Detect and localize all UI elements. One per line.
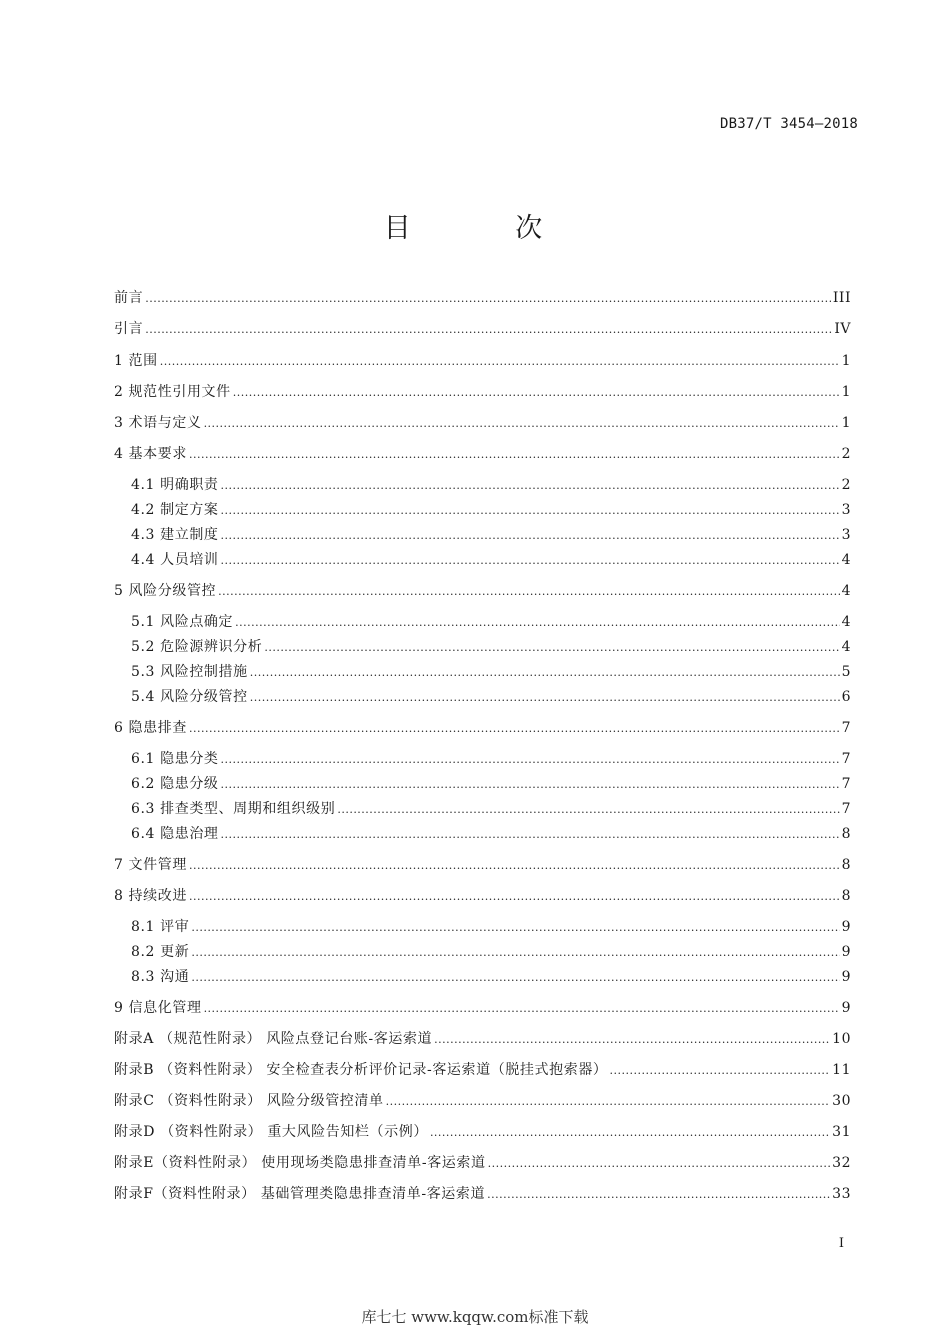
- toc-entry-label: 6.2 隐患分级: [131, 776, 219, 792]
- toc-entry-page: 7: [841, 801, 851, 817]
- toc-entry-page: 3: [841, 502, 851, 518]
- toc-entry-label: 1 范围: [114, 353, 158, 369]
- toc-entry[interactable]: [114, 383, 851, 402]
- toc-entry-label: 4 基本要求: [114, 446, 187, 462]
- toc-entry[interactable]: [114, 1030, 851, 1049]
- toc-title: 目 次: [383, 213, 591, 244]
- toc-entry[interactable]: [131, 551, 851, 570]
- toc-entry-page: 8: [841, 888, 851, 904]
- toc-entry[interactable]: [131, 775, 851, 794]
- toc-entry-page: 1: [841, 353, 851, 369]
- toc-entry-page: 1: [841, 415, 851, 431]
- dot-leader: [488, 1155, 831, 1173]
- dot-leader: [221, 826, 840, 844]
- toc-entry-page: 6: [841, 689, 851, 705]
- toc-entry[interactable]: [131, 476, 851, 495]
- dot-leader: [191, 944, 839, 962]
- toc-entry[interactable]: [114, 999, 851, 1018]
- toc-entry[interactable]: [114, 887, 851, 906]
- toc-entry-page: 9: [841, 1000, 851, 1016]
- dot-leader: [160, 353, 840, 371]
- toc-entry-page: 8: [841, 826, 851, 842]
- toc-entry-label: 7 文件管理: [114, 857, 187, 873]
- toc-entry-page: 4: [841, 614, 851, 630]
- dot-leader: [430, 1124, 830, 1142]
- toc-entry-page: 32: [832, 1155, 851, 1171]
- toc-entry[interactable]: [131, 918, 851, 937]
- toc-entry-page: 1: [841, 384, 851, 400]
- dot-leader: [145, 321, 832, 339]
- toc-entry-page: 9: [841, 969, 851, 985]
- toc-entry-label: 4.4 人员培训: [131, 552, 219, 568]
- toc-entry-page: 7: [841, 720, 851, 736]
- page-number: I: [838, 1236, 844, 1251]
- toc-entry-page: 9: [841, 919, 851, 935]
- toc-entry-label: 引言: [114, 321, 144, 337]
- dot-leader: [264, 639, 839, 657]
- toc-entry[interactable]: [114, 1123, 851, 1142]
- toc-entry-label: 5.2 危险源辨识分析: [131, 639, 263, 655]
- dot-leader: [337, 801, 839, 819]
- toc-entry-page: 11: [832, 1062, 851, 1078]
- toc-entry-label: 9 信息化管理: [114, 1000, 202, 1016]
- toc-entry-page: 8: [841, 857, 851, 873]
- toc-entry-label: 8.2 更新: [131, 944, 190, 960]
- dot-leader: [610, 1062, 831, 1080]
- toc-entry[interactable]: [114, 289, 851, 308]
- dot-leader: [191, 969, 839, 987]
- document-code: DB37/T 3454—2018: [719, 116, 858, 132]
- toc-entry-label: 6 隐患排查: [114, 720, 187, 736]
- toc-entry-page: 2: [841, 477, 851, 493]
- toc-entry-page: 30: [832, 1093, 851, 1109]
- toc-entry[interactable]: [114, 352, 851, 371]
- toc-entry-page: 4: [841, 583, 851, 599]
- toc-entry-label: 8 持续改进: [114, 888, 187, 904]
- toc-entry-label: 6.4 隐患治理: [131, 826, 219, 842]
- toc-entry-label: 4.3 建立制度: [131, 527, 219, 543]
- dot-leader: [233, 384, 840, 402]
- dot-leader: [386, 1093, 831, 1111]
- dot-leader: [221, 751, 840, 769]
- toc-entry-label: 前言: [114, 290, 144, 306]
- dot-leader: [221, 477, 840, 495]
- toc-entry[interactable]: [131, 825, 851, 844]
- toc-entry[interactable]: [114, 320, 851, 339]
- toc-entry[interactable]: [131, 638, 851, 657]
- toc-entry-label: 6.3 排查类型、周期和组织级别: [131, 801, 336, 817]
- toc-entry-label: 4.1 明确职责: [131, 477, 219, 493]
- toc-entry-page: 7: [841, 751, 851, 767]
- dot-leader: [189, 888, 840, 906]
- toc-entry-label: 5 风险分级管控: [114, 583, 217, 599]
- toc-entry-label: 8.3 沟通: [131, 969, 190, 985]
- dot-leader: [250, 689, 840, 707]
- toc-entry[interactable]: [114, 856, 851, 875]
- toc-entry-label: 附录D （资料性附录） 重大风险告知栏（示例）: [114, 1124, 428, 1140]
- toc-entry[interactable]: [131, 943, 851, 962]
- dot-leader: [145, 290, 831, 308]
- dot-leader: [235, 614, 839, 632]
- dot-leader: [221, 552, 840, 570]
- toc-entry[interactable]: [114, 719, 851, 738]
- toc-entry-page: 7: [841, 776, 851, 792]
- toc-entry-page: 4: [841, 552, 851, 568]
- toc-entry[interactable]: [131, 526, 851, 545]
- toc-entry[interactable]: [131, 750, 851, 769]
- footer-watermark: 库七七 www.kqqw.com标准下载: [361, 1308, 589, 1326]
- toc-entry[interactable]: [114, 1092, 851, 1111]
- toc-entry-label: 5.4 风险分级管控: [131, 689, 248, 705]
- toc-entry[interactable]: [131, 663, 851, 682]
- toc-entry-label: 2 规范性引用文件: [114, 384, 231, 400]
- toc-entry-page: 2: [841, 446, 851, 462]
- toc-entry-label: 附录C （资料性附录） 风险分级管控清单: [114, 1093, 384, 1109]
- toc-entry-label: 3 术语与定义: [114, 415, 202, 431]
- toc-entry[interactable]: [114, 1185, 851, 1204]
- toc-entry[interactable]: [131, 800, 851, 819]
- toc-entry[interactable]: [131, 501, 851, 520]
- dot-leader: [434, 1031, 830, 1049]
- toc-entry-page: 9: [841, 944, 851, 960]
- toc-entry-label: 附录F（资料性附录） 基础管理类隐患排查清单-客运索道: [114, 1186, 486, 1202]
- toc-entry-page: 31: [832, 1124, 851, 1140]
- dot-leader: [189, 857, 840, 875]
- dot-leader: [218, 583, 839, 601]
- dot-leader: [221, 502, 840, 520]
- toc-entry-page: 3: [841, 527, 851, 543]
- dot-leader: [204, 1000, 840, 1018]
- toc-entry-label: 4.2 制定方案: [131, 502, 219, 518]
- dot-leader: [189, 446, 840, 464]
- toc-entry-label: 5.1 风险点确定: [131, 614, 234, 630]
- toc-entry-page: IV: [834, 321, 851, 337]
- toc-entry-label: 5.3 风险控制措施: [131, 664, 248, 680]
- dot-leader: [487, 1186, 830, 1204]
- toc-entry[interactable]: [131, 613, 851, 632]
- toc-entry-page: 4: [841, 639, 851, 655]
- toc-entry-page: III: [832, 290, 851, 306]
- toc-entry-page: 10: [832, 1031, 851, 1047]
- dot-leader: [189, 720, 840, 738]
- dot-leader: [250, 664, 840, 682]
- toc-entry[interactable]: [114, 1061, 851, 1080]
- dot-leader: [221, 776, 840, 794]
- toc-entry-label: 6.1 隐患分类: [131, 751, 219, 767]
- toc-entry-page: 5: [841, 664, 851, 680]
- toc-entry-label: 附录E（资料性附录） 使用现场类隐患排查清单-客运索道: [114, 1155, 486, 1171]
- toc-entry[interactable]: [131, 968, 851, 987]
- dot-leader: [221, 527, 840, 545]
- toc-entry-label: 附录B （资料性附录） 安全检查表分析评价记录-客运索道（脱挂式抱索器）: [114, 1062, 608, 1078]
- toc-entry-label: 8.1 评审: [131, 919, 190, 935]
- dot-leader: [191, 919, 839, 937]
- toc-entry[interactable]: [114, 445, 851, 464]
- toc-entry-label: 附录A （规范性附录） 风险点登记台账-客运索道: [114, 1031, 433, 1047]
- dot-leader: [204, 415, 840, 433]
- toc-entry[interactable]: [114, 582, 851, 601]
- toc-entry[interactable]: [114, 1154, 851, 1173]
- toc-entry[interactable]: [114, 414, 851, 433]
- toc-entry[interactable]: [131, 688, 851, 707]
- toc-entry-page: 33: [832, 1186, 851, 1202]
